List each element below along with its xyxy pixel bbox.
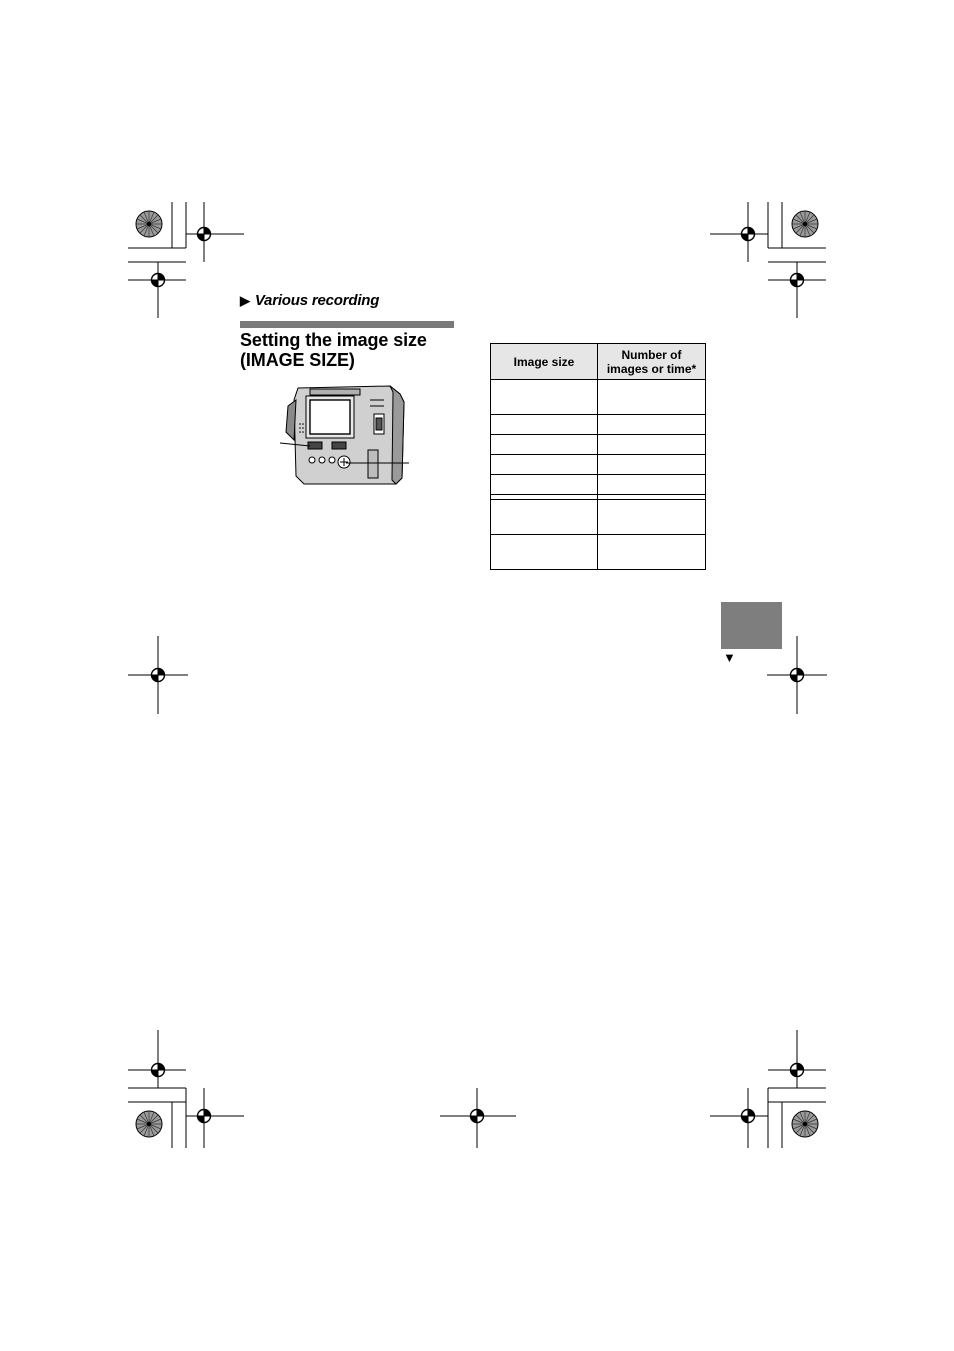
registration-crosshair-icon <box>471 1110 484 1123</box>
column-header-line-2: images or time* <box>606 361 697 376</box>
table-cell <box>598 455 706 475</box>
section-label-text: Various recording <box>254 292 380 309</box>
registration-crosshair-icon <box>742 1110 755 1123</box>
column-header-image-size: Image size <box>491 344 598 380</box>
color-wheel-icon <box>792 1111 818 1137</box>
table-row <box>491 535 706 570</box>
page-title <box>240 330 470 370</box>
table-cell <box>598 475 706 495</box>
chapter-tab <box>721 602 782 649</box>
color-wheel-icon <box>136 1111 162 1137</box>
table-cell <box>598 435 706 455</box>
page-title-line-2: (IMAGE SIZE) <box>240 350 355 370</box>
table-cell <box>491 475 598 495</box>
color-wheel-icon <box>136 211 162 237</box>
section-label <box>240 292 379 309</box>
registration-crosshair-icon <box>152 274 165 287</box>
table-cell <box>491 535 598 570</box>
registration-crosshair-icon <box>742 228 755 241</box>
column-header-number-of-images <box>598 344 706 380</box>
table-cell <box>491 380 598 415</box>
registration-crosshair-icon <box>791 669 804 682</box>
table-row <box>491 475 706 495</box>
table-cell <box>598 500 706 535</box>
registration-crosshair-icon <box>791 274 804 287</box>
table-row <box>491 500 706 535</box>
registration-crosshair-icon <box>791 1064 804 1077</box>
table-header-row <box>491 344 706 380</box>
table-cell <box>491 455 598 475</box>
table-row <box>491 380 706 415</box>
table-row <box>491 415 706 435</box>
table-row <box>491 455 706 475</box>
table-cell <box>491 415 598 435</box>
crop-mark-bottom-center <box>440 1088 516 1148</box>
table-cell <box>491 500 598 535</box>
registration-crosshair-icon <box>152 1064 165 1077</box>
page-title-line-1: Setting the image size <box>240 330 427 350</box>
color-wheel-icon <box>792 211 818 237</box>
right-triangle-icon: ▶ <box>240 293 250 308</box>
registration-crosshair-icon <box>152 669 165 682</box>
table-row <box>491 435 706 455</box>
heading-bar <box>240 321 454 328</box>
column-header-line-1: Number of <box>621 347 682 362</box>
table-cell <box>598 535 706 570</box>
camera-illustration-icon <box>280 380 410 490</box>
registration-crosshair-icon <box>198 228 211 241</box>
image-size-table <box>490 343 706 570</box>
down-triangle-icon: ▼ <box>723 650 736 665</box>
registration-crosshair-icon <box>198 1110 211 1123</box>
table-cell <box>598 415 706 435</box>
table-cell <box>598 380 706 415</box>
table-cell <box>491 435 598 455</box>
